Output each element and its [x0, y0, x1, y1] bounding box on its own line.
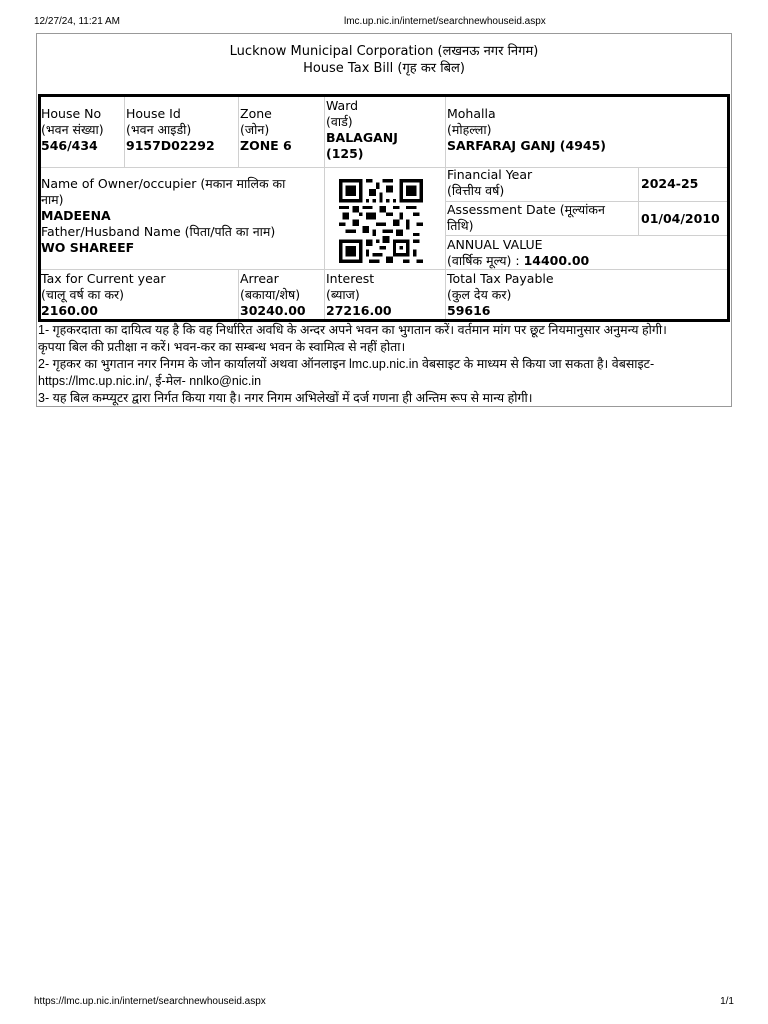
bill-notes: [37, 322, 731, 407]
zone-label: Zone: [240, 106, 272, 121]
house-no-cell: [41, 106, 104, 154]
title-line1: Lucknow Municipal Corporation (लखनऊ नगर निगम): [229, 44, 539, 59]
row-divider: [445, 235, 727, 236]
annual-value-cell: [447, 237, 589, 269]
father-label: Father/Husband Name (पिता/पति का नाम): [41, 224, 276, 239]
assessment-date-value-cell: [641, 211, 720, 227]
col-divider: [238, 97, 239, 167]
house-tax-bill: [36, 33, 732, 407]
row-divider: [41, 269, 727, 270]
assessment-date-value: 01/04/2010: [641, 211, 720, 226]
arrear-cell: [240, 271, 306, 319]
financial-year-value: 2024-25: [641, 176, 699, 191]
tax-current-label-hi: (चालू वर्ष का कर): [41, 287, 125, 302]
house-id-label: House Id: [126, 106, 181, 121]
row-divider: [41, 167, 727, 168]
financial-year-label-hi: (वित्तीय वर्ष): [447, 183, 505, 198]
total-label: Total Tax Payable: [447, 271, 554, 286]
financial-year-label: Financial Year: [447, 167, 533, 182]
print-footer: [34, 996, 734, 1007]
footer-url: https://lmc.up.nic.in/internet/searchnewhouseid.aspx: [34, 996, 266, 1007]
house-id-value: 9157D02292: [126, 138, 215, 153]
bill-title: [37, 34, 731, 94]
mohalla-value: SARFARAJ GANJ (4945): [447, 138, 606, 153]
zone-value: ZONE 6: [240, 138, 292, 153]
footer-page: 1/1: [720, 996, 734, 1007]
total-label-hi: (कुल देय कर): [447, 287, 512, 302]
assessment-date-label-line2: तिथि): [447, 218, 474, 233]
note3: 3- यह बिल कम्प्यूटर द्वारा निर्गत किया गया है। नगर निगम अभिलेखों में दर्ज गणना ही अन्तिम रूप से मान्य होगी।: [38, 391, 533, 405]
note1-line2: कृपया बिल की प्रतीक्षा न करें। भवन-कर का सम्बन्ध भवन के स्वामित्व से नहीं होता।: [38, 340, 406, 354]
interest-label: Interest: [326, 271, 375, 286]
print-datetime: 12/27/24, 11:21 AM: [34, 16, 120, 27]
col-divider: [238, 269, 239, 319]
house-id-label-hi: (भवन आइडी): [126, 122, 192, 137]
col-divider: [638, 167, 639, 235]
annual-value-label-hi: (वार्षिक मूल्य) :: [447, 253, 520, 268]
bill-details-grid: [38, 94, 730, 322]
owner-cell: [41, 176, 323, 256]
mohalla-cell: [447, 106, 606, 154]
tax-current-cell: [41, 271, 166, 319]
interest-label-hi: (ब्याज): [326, 287, 360, 302]
col-divider: [445, 97, 446, 319]
owner-label-line1: Name of Owner/occupier (मकान मालिक का: [41, 176, 286, 191]
ward-value-line2: (125): [326, 146, 364, 161]
total-cell: [447, 271, 554, 319]
financial-year-label-cell: [447, 167, 532, 199]
tax-current-label: Tax for Current year: [41, 271, 166, 286]
print-header: [34, 16, 734, 27]
col-divider: [324, 97, 325, 319]
house-no-label: House No: [41, 106, 102, 121]
annual-value-label: ANNUAL VALUE: [447, 237, 543, 252]
owner-value: MADEENA: [41, 208, 111, 223]
house-id-cell: [126, 106, 215, 154]
col-divider: [124, 97, 125, 167]
house-no-value: 546/434: [41, 138, 98, 153]
arrear-label: Arrear: [240, 271, 279, 286]
interest-value: 27216.00: [326, 303, 392, 318]
zone-cell: [240, 106, 292, 154]
ward-cell: [326, 98, 398, 162]
ward-label-hi: (वार्ड): [326, 114, 353, 129]
house-no-label-hi: (भवन संख्या): [41, 122, 104, 137]
owner-label-line2: नाम): [41, 192, 64, 207]
note2-line1: 2- गृहकर का भुगतान नगर निगम के जोन कार्यालयों अथवा ऑनलाइन lmc.up.nic.in वेबसाइट के माध्यम से किया जा सकता है। वेबसाइट-: [38, 357, 655, 371]
arrear-value: 30240.00: [240, 303, 306, 318]
ward-value-line1: BALAGANJ: [326, 130, 398, 145]
assessment-date-label-line1: Assessment Date (मूल्यांकन: [447, 202, 605, 217]
total-value: 59616: [447, 303, 491, 318]
assessment-date-label-cell: [447, 202, 605, 234]
print-url: lmc.up.nic.in/internet/searchnewhouseid.aspx: [344, 16, 546, 27]
mohalla-label: Mohalla: [447, 106, 496, 121]
financial-year-value-cell: [641, 176, 698, 192]
title-line2: House Tax Bill (गृह कर बिल): [303, 61, 465, 76]
zone-label-hi: (जोन): [240, 122, 270, 137]
father-value: WO SHAREEF: [41, 240, 135, 255]
interest-cell: [326, 271, 392, 319]
note1-line1: 1- गृहकरदाता का दायित्व यह है कि वह निर्धारित अवधि के अन्दर अपने भवन का भुगतान करें। वर्तमान मांग पर छूट नियमानुसार अनुमन्य होगी।: [38, 323, 667, 337]
arrear-label-hi: (बकाया/शेष): [240, 287, 301, 302]
tax-current-value: 2160.00: [41, 303, 98, 318]
qr-code-icon: [337, 179, 425, 263]
note2-line2: https://lmc.up.nic.in/, ई-मेल- nnlko@nic.in: [38, 374, 262, 388]
annual-value: 14400.00: [523, 253, 590, 268]
ward-label: Ward: [326, 98, 359, 113]
annual-value-line: [447, 253, 589, 269]
mohalla-label-hi: (मोहल्ला): [447, 122, 492, 137]
